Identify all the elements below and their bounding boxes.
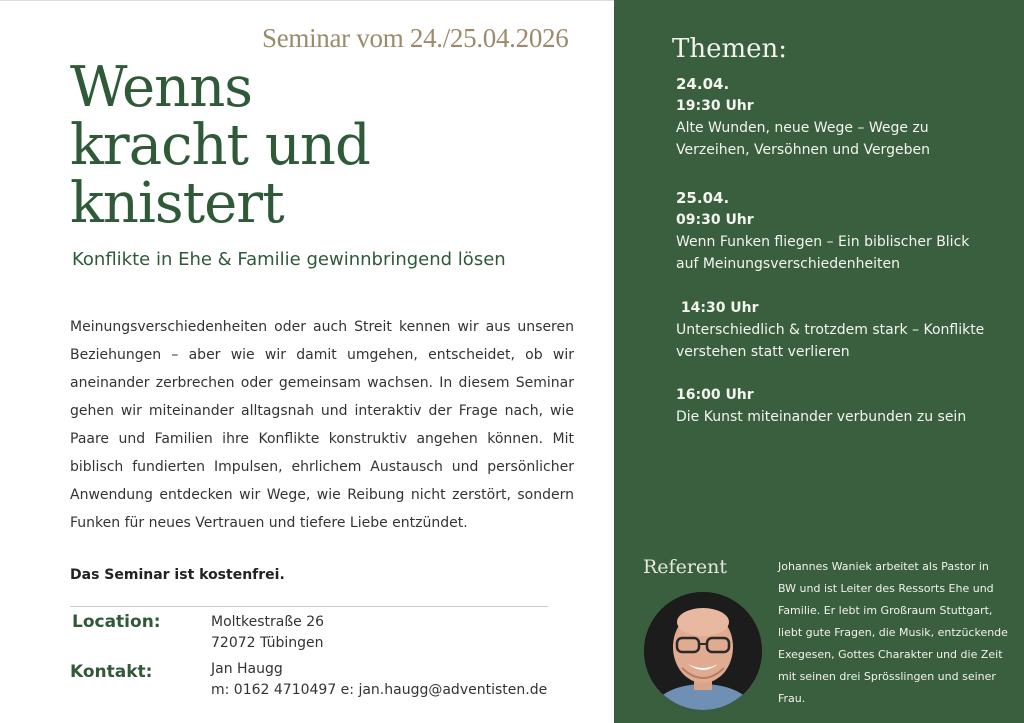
description: Meinungsverschiedenheiten oder auch Streit kennen wir aus unseren Beziehungen – aber wie wir damit umgehen, entscheidet, ob wir aneinander zerbrechen oder gemeinsam wachsen. In diesem Seminar gehen wir miteinander alltagsnah und interaktiv der Frage nach, wie Paare und Familien ihre Konflikte konstruktiv angehen können. Mit biblisch fundierten Impulsen, ehrlichem Austausch und persönlicher Anwendung entdecken wir Wege, wie Reibung nicht zerstört, sondern Funken für neues Vertrauen und tiefere Liebe entzündet.	[70, 319, 574, 531]
session-title: Wenn Funken fliegen – Ein biblischer Blick auf Meinungsverschiedenheiten	[676, 234, 970, 272]
seminar-date: Seminar vom 24./25.04.2026	[262, 23, 569, 53]
session-time: 09:30 Uhr	[676, 212, 754, 228]
session-title: Unterschiedlich & trotzdem stark – Konflikte verstehen statt verlieren	[676, 322, 985, 360]
avatar	[644, 592, 762, 710]
contact-label: Kontakt:	[70, 662, 153, 682]
subtitle: Konflikte in Ehe & Familie gewinnbringend lösen	[72, 249, 506, 270]
session-item	[676, 73, 966, 161]
location-label: Location:	[72, 612, 161, 632]
session-item	[676, 384, 996, 428]
session-date: 25.04.	[676, 189, 730, 207]
session-title: Die Kunst miteinander verbunden zu sein	[676, 409, 967, 425]
session-item	[676, 297, 996, 363]
free-note: Das Seminar ist kostenfrei.	[70, 567, 285, 583]
session-time: 16:00 Uhr	[676, 387, 754, 403]
session-item	[676, 187, 996, 275]
contact-value	[211, 659, 547, 701]
session-time: 19:30 Uhr	[676, 98, 754, 114]
title-line: knistert	[70, 171, 284, 236]
referent-bio: Johannes Waniek arbeitet als Pastor in BW und ist Leiter des Ressorts Ehe und Familie. Er lebt im Großraum Stuttgart, liebt gute Fragen, die Musik, entzückende Exegesen, Gottes Charakter und die Zeit mit seinen drei Sprösslingen und seiner Frau.	[778, 560, 1008, 705]
contact-details: m: 0162 4710497 e: jan.haugg@adventisten.de	[211, 682, 548, 698]
referent-heading: Referent	[643, 556, 728, 578]
location-street: Moltkestraße 26	[211, 614, 325, 630]
session-time: 14:30 Uhr	[676, 300, 759, 316]
location-value	[211, 612, 324, 654]
location-city: 72072 Tübingen	[211, 635, 324, 651]
session-date: 24.04.	[676, 75, 730, 93]
page-title	[70, 55, 370, 236]
session-title: Alte Wunden, neue Wege – Wege zu Verzeihen, Versöhnen und Vergeben	[676, 120, 930, 158]
title-line: kracht und	[70, 113, 370, 178]
divider	[70, 606, 548, 607]
speaker-photo	[644, 592, 762, 710]
themen-heading: Themen:	[672, 34, 788, 64]
title-line: Wenns	[70, 55, 253, 120]
contact-name: Jan Haugg	[211, 661, 283, 677]
